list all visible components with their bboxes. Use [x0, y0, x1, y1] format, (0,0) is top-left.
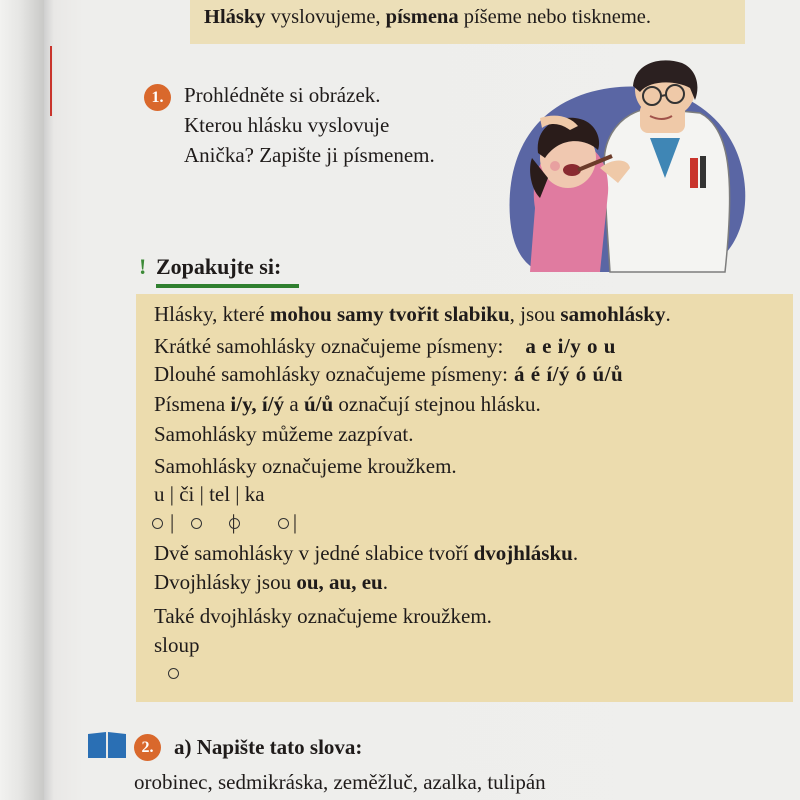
- box-line-4: [154, 392, 541, 417]
- box-line-1-b: mohou samy tvořit slabiku: [269, 302, 510, 326]
- box-line-1-d: samohlásky: [560, 302, 666, 326]
- banner-text-1: vyslovujeme,: [265, 6, 386, 28]
- task-1-line-2: Kterou hlásku vyslovuje: [184, 113, 390, 137]
- task-1-text: [184, 80, 435, 170]
- heading-underline: [156, 284, 299, 288]
- short-vowels-text: Krátké samohlásky označujeme písmeny:: [154, 334, 504, 358]
- vowel-circle: [229, 518, 240, 529]
- task-2-badge: 2.: [134, 734, 161, 761]
- box-line-1-e: .: [665, 302, 671, 326]
- banner-text-2: píšeme nebo tiskneme.: [458, 6, 652, 28]
- book-icon: [86, 730, 128, 760]
- task-2-instruction-text: Napište tato slova:: [196, 735, 363, 759]
- long-vowels-text: Dlouhé samohlásky označujeme písmeny:: [154, 362, 508, 386]
- box-line-9: [154, 541, 578, 566]
- exclamation-icon: !: [139, 254, 147, 279]
- box-line-5: Samohlásky můžeme zazpívat.: [154, 422, 414, 446]
- term-pismena: písmena: [385, 6, 459, 28]
- margin-rule: [50, 46, 52, 116]
- diphthong-example: sloup: [154, 633, 200, 657]
- syllable-dividers: | | |: [170, 510, 324, 534]
- review-heading: Zopakujte si:: [156, 254, 282, 279]
- box-line-2: [154, 334, 616, 359]
- page-gutter: [0, 0, 44, 800]
- vowel-circle: [278, 518, 289, 529]
- short-vowels-letters: a e i/y o u: [525, 334, 616, 358]
- box-line-10-a: Dvojhlásky jsou: [154, 570, 297, 594]
- box-line-9-a: Dvě samohlásky v jedné slabice tvoří: [154, 541, 474, 565]
- box-line-11: Také dvojhlásky označujeme kroužkem.: [154, 604, 492, 628]
- box-line-4-d: ú/ů: [303, 392, 334, 416]
- box-line-3: [154, 362, 623, 387]
- task-1-line-1: Prohlédněte si obrázek.: [184, 83, 381, 107]
- box-line-4-e: označují stejnou hlásku.: [333, 392, 541, 416]
- rule-banner-text: [204, 6, 651, 29]
- term-hlasky: Hlásky: [204, 6, 266, 28]
- task-1-badge: 1.: [144, 84, 171, 111]
- box-line-9-c: .: [572, 541, 579, 565]
- box-line-1-a: Hlásky, které: [154, 302, 270, 326]
- task-2-instruction: [174, 735, 362, 760]
- doctor-illustration: [500, 58, 750, 273]
- task-1-line-3: Anička? Zapište ji písmenem.: [184, 143, 435, 167]
- task-2-label: a): [174, 735, 197, 759]
- box-line-4-b: i/y, í/ý: [230, 392, 285, 416]
- diphthongs-list: ou, au, eu: [296, 570, 383, 594]
- syllable-example: u | či | tel | ka: [154, 482, 265, 506]
- box-line-1: [154, 302, 671, 327]
- box-line-1-c: , jsou: [509, 302, 561, 326]
- vowel-circle: [152, 518, 163, 529]
- task-2-words: orobinec, sedmikráska, zeměžluč, azalka, tulipán: [134, 770, 546, 794]
- box-line-4-c: a: [284, 392, 304, 416]
- box-line-6: Samohlásky označujeme kroužkem.: [154, 454, 457, 478]
- vowel-circle: [191, 518, 202, 529]
- box-line-10: [154, 570, 388, 595]
- box-line-4-a: Písmena: [154, 392, 231, 416]
- term-dvojhlaska: dvojhlásku: [473, 541, 573, 565]
- box-line-10-c: .: [382, 570, 388, 594]
- diphthong-circle: [168, 668, 179, 679]
- long-vowels-letters: á é í/ý ó ú/ů: [514, 362, 624, 386]
